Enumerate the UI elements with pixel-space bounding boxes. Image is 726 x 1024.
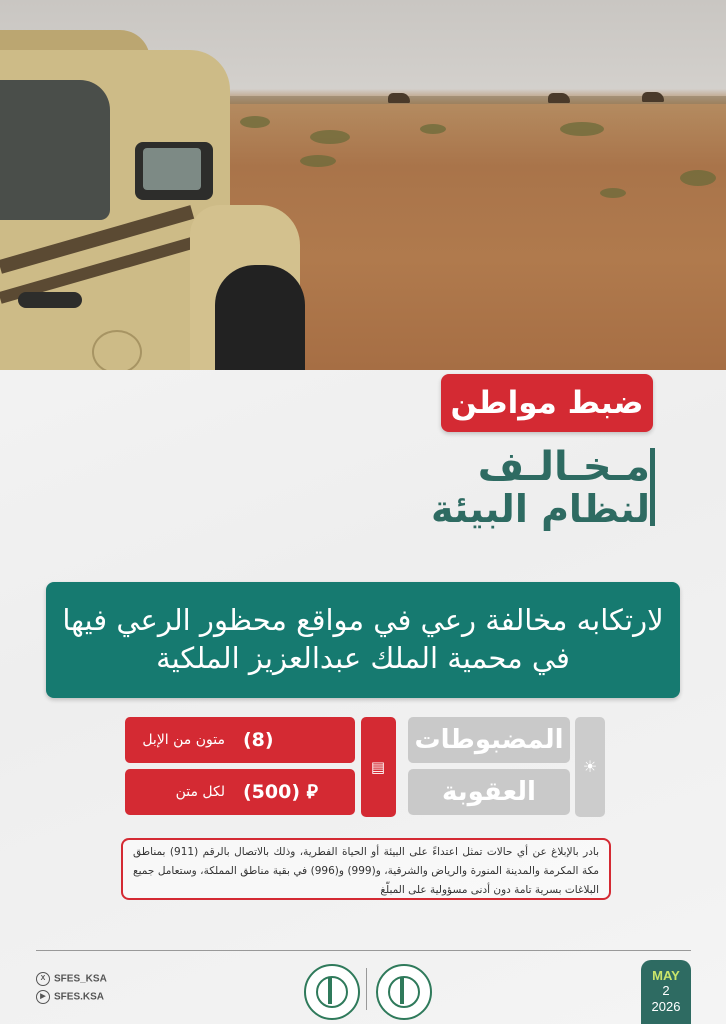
youtube-icon: ▶	[36, 990, 50, 1004]
penalty-row	[125, 769, 355, 815]
penalty-value: (500) ⃁	[243, 781, 318, 803]
seized-row	[125, 717, 355, 763]
camel	[642, 92, 664, 102]
title-line-1: مـخـالـف	[477, 444, 650, 490]
social-x-handle: SFES_KSA	[54, 973, 107, 985]
sfes-logo	[304, 964, 360, 1020]
title-line-2: لنظام البيئة	[430, 487, 650, 531]
seized-label: المضبوطات	[408, 717, 570, 763]
violation-line-1: لارتكابه مخالفة رعي في مواقع محظور الرعي فيها	[62, 603, 664, 637]
title-accent-bar	[650, 448, 655, 526]
banknote-icon: ▤	[370, 758, 386, 776]
shrub	[600, 188, 626, 198]
violation-description	[46, 582, 680, 698]
patrol-vehicle	[0, 30, 300, 370]
shrub	[420, 124, 446, 134]
seized-icon-box	[575, 717, 605, 817]
shrub	[310, 130, 350, 144]
seized-unit: متون من الإبل	[142, 732, 225, 748]
ministry-logo	[376, 964, 432, 1020]
social-youtube[interactable]	[36, 990, 104, 1004]
page-title	[431, 446, 650, 530]
footer-divider	[36, 950, 691, 951]
date-day: 2	[662, 983, 670, 998]
penalty-unit: لكل متن	[175, 784, 225, 800]
seized-value: (8)	[243, 729, 274, 751]
shrub	[560, 122, 604, 136]
violation-line-2: في محمية الملك عبدالعزيز الملكية	[156, 641, 570, 675]
shrub	[680, 170, 716, 186]
penalty-label: العقوبة	[408, 769, 570, 815]
shrub	[300, 155, 336, 167]
penalty-icon-box	[361, 717, 396, 817]
logo-divider	[366, 968, 367, 1010]
camel	[388, 93, 410, 103]
hero-photo	[0, 0, 726, 370]
reporting-notice: بادر بالإبلاغ عن أي حالات تمثل اعتداءً على البيئة أو الحياة الفطرية، وذلك بالاتصال بالرقم (911) بمناطق مكة المكرمة والمدينة المنورة والرياض والشرقية، و(999) و(996) في بقية مناطق المملكة، وستعامل جميع البلاغات بسرية تامة دون أدنى مسؤولية على المبلّغ	[121, 838, 611, 900]
camel-icon: ☀	[582, 757, 598, 776]
camel	[548, 93, 570, 103]
date-month: MAY	[652, 968, 680, 983]
x-logo-icon: X	[36, 972, 50, 986]
date-year: 2026	[651, 999, 681, 1014]
citation-badge: ضبط مواطن	[441, 374, 653, 432]
social-x[interactable]	[36, 972, 107, 986]
date-badge	[641, 960, 691, 1024]
social-youtube-handle: SFES.KSA	[54, 991, 105, 1003]
